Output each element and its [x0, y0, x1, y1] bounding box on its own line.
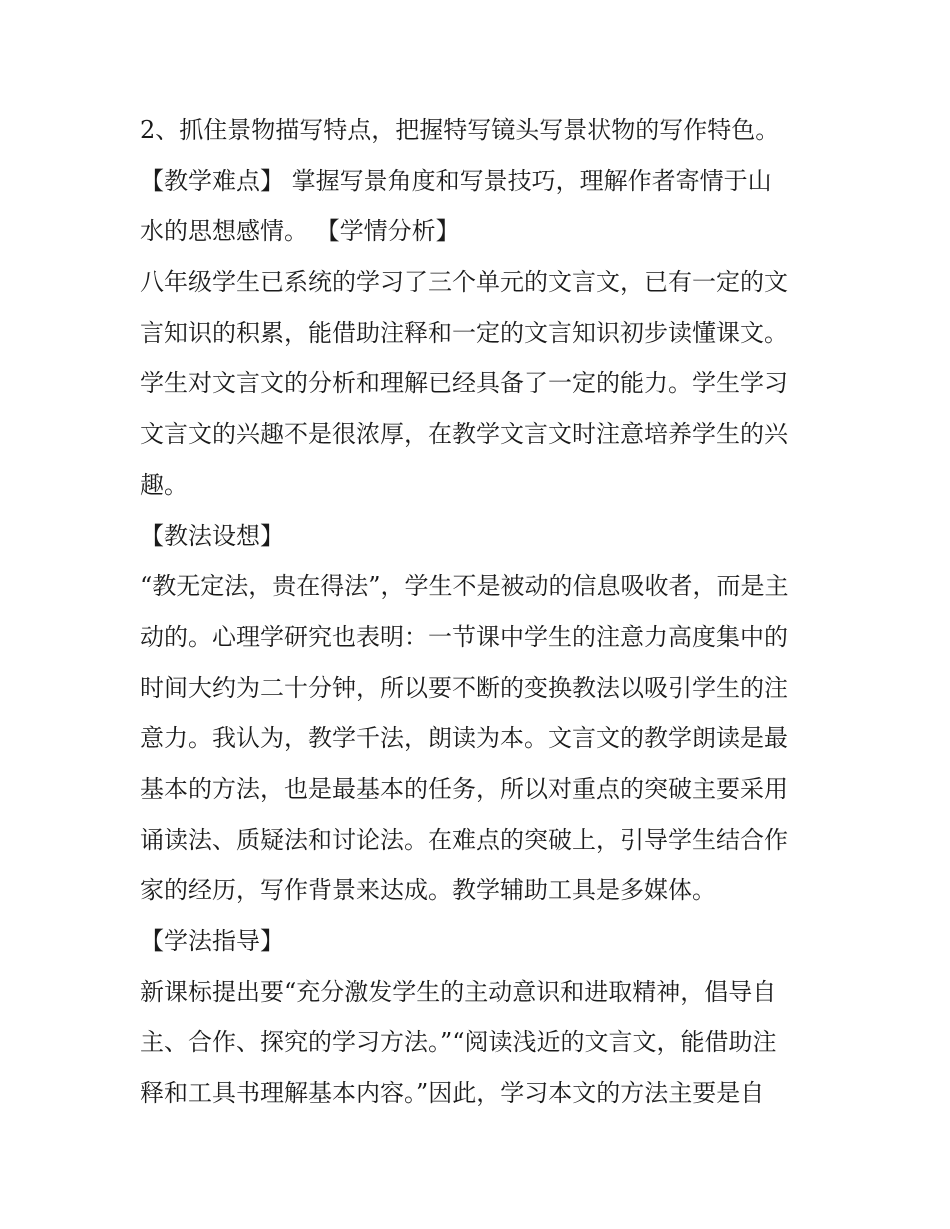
text-line: 诵读法、质疑法和讨论法。在难点的突破上，引导学生结合作 [140, 825, 788, 854]
text-line: 动的。心理学研究也表明：一节课中学生的注意力高度集中的 [140, 622, 788, 651]
text-line: 水的思想感情。 【学情分析】 [140, 217, 460, 246]
text-line: 释和工具书理解基本内容。”因此，学习本文的方法主要是自 [140, 1079, 765, 1108]
text-line: 学生对文言文的分析和理解已经具备了一定的能力。学生学习 [140, 369, 788, 398]
text-line: 八年级学生已系统的学习了三个单元的文言文，已有一定的文 [140, 268, 788, 297]
section-heading: 【学法指导】 [140, 927, 284, 955]
text-line: 新课标提出要“充分激发学生的主动意识和进取精神，倡导自 [140, 977, 777, 1006]
text-line: 文言文的兴趣不是很浓厚，在教学文言文时注意培养学生的兴 [140, 420, 788, 449]
text-line: 主、合作、探究的学习方法。”“阅读浅近的文言文，能借助注 [140, 1028, 777, 1057]
text-line: 趣。 [140, 470, 188, 499]
text-line: 家的经历，写作背景来达成。教学辅助工具是多媒体。 [140, 876, 716, 905]
text-line: 基本的方法，也是最基本的任务，所以对重点的突破主要采用 [140, 774, 788, 803]
text-line: 时间大约为二十分钟，所以要不断的变换教法以吸引学生的注 [140, 673, 788, 702]
document-body [140, 105, 820, 1119]
text-line-heading: 【教学难点】 掌握写景角度和写景技巧，理解作者寄情于山 [140, 166, 772, 195]
text-line: 意力。我认为，教学千法，朗读为本。文言文的教学朗读是最 [140, 724, 788, 753]
text-line: 2、抓住景物描写特点，把握特写镜头写景状物的写作特色。 [140, 116, 780, 144]
text-line: 言知识的积累，能借助注释和一定的文言知识初步读懂课文。 [140, 318, 788, 347]
text-line: “教无定法，贵在得法”，学生不是被动的信息吸收者，而是主 [140, 572, 789, 601]
section-heading: 【教法设想】 [140, 521, 284, 550]
